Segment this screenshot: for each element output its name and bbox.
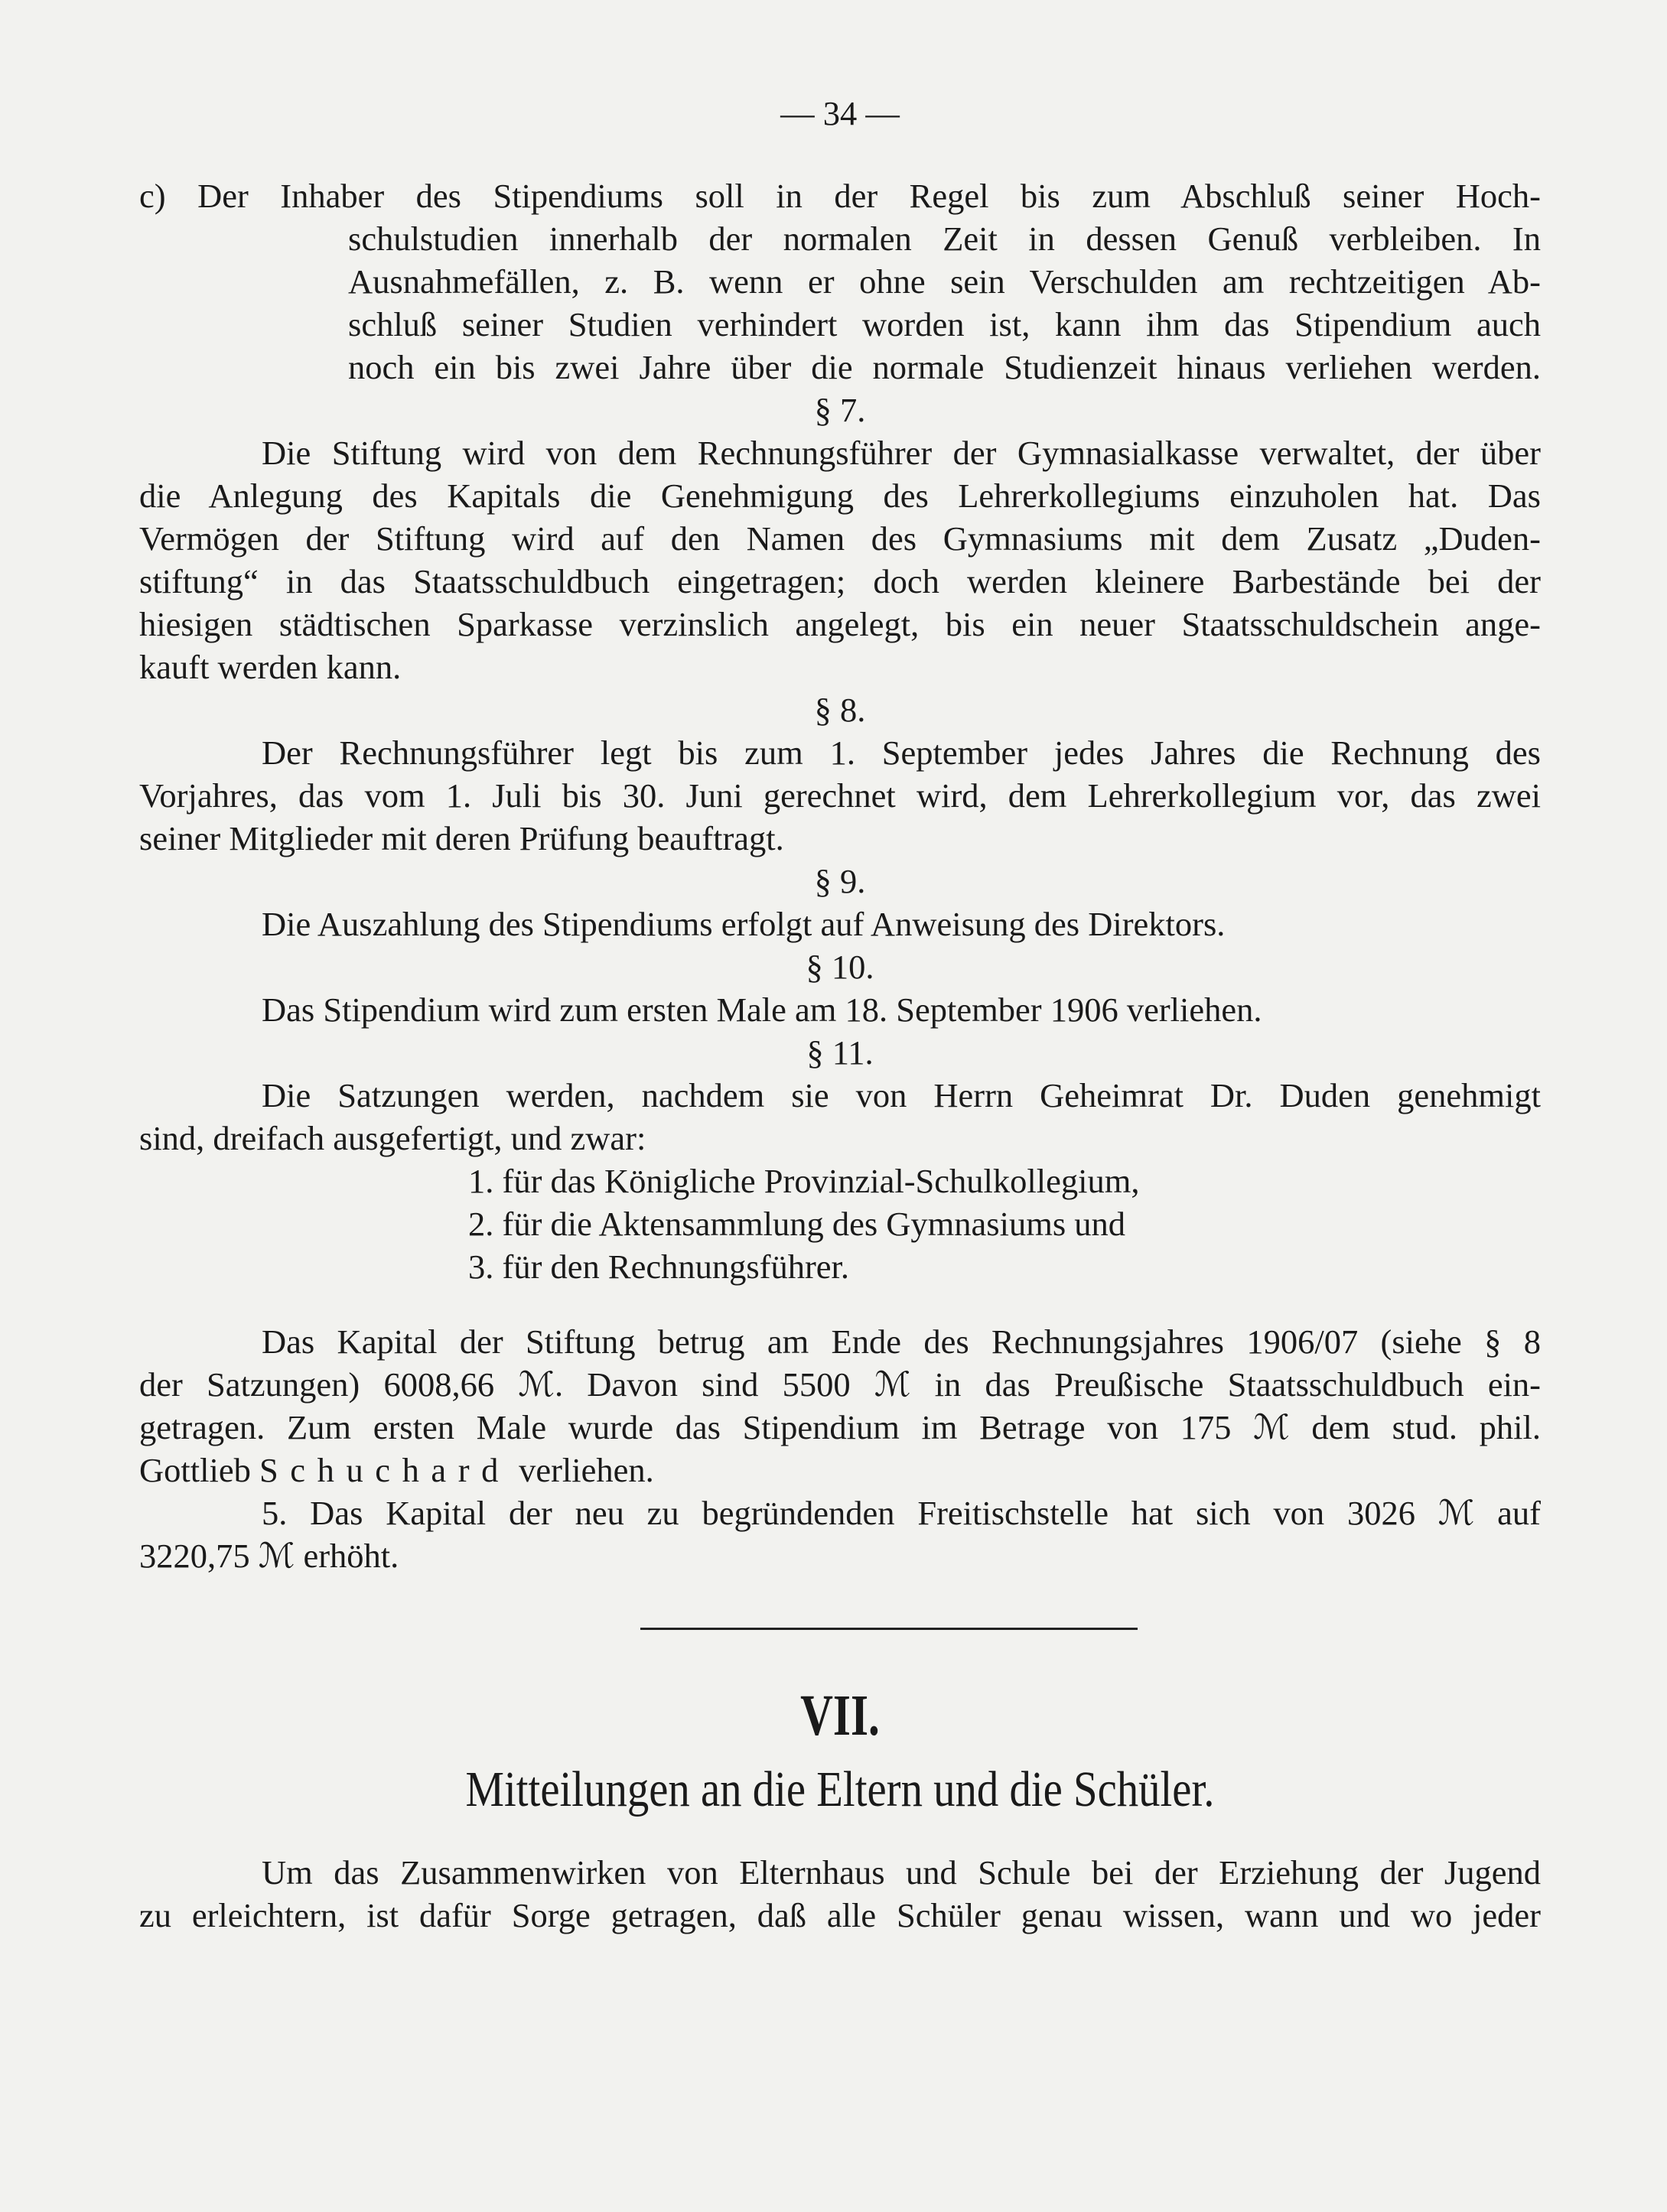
paragraph-8 <box>139 688 1541 860</box>
paragraph-7-line: kauft werden kann. <box>139 648 402 686</box>
list-item: 1. für das Königliche Provinzial-Schulkollegium, <box>468 1162 1140 1200</box>
paragraph-7-line: Vermögen der Stiftung wird auf den Namen des Gymnasiums mit dem Zusatz „Duden- <box>139 519 1541 558</box>
section-c-label: c) <box>139 177 166 215</box>
section-title: Mitteilungen an die Eltern und die Schüler. <box>465 1761 1215 1817</box>
section-numeral: VII. <box>800 1683 880 1748</box>
section-c-line-1: c) Der Inhaber des Stipendiums soll in der Regel bis zum Abschluß seiner Hoch- <box>139 177 1542 215</box>
paragraph-11 <box>139 1031 1541 1288</box>
paragraph-9-text: Die Auszahlung des Stipendiums erfolgt auf Anweisung des Direktors. <box>262 905 1226 943</box>
capital-paragraph <box>139 1320 1541 1491</box>
intro-paragraph <box>139 1851 1541 1937</box>
paragraph-8-heading: § 8. <box>814 691 866 729</box>
paragraph-10-text: Das Stipendium wird zum ersten Male am 18. September 1906 verliehen. <box>262 991 1262 1029</box>
list-item: 2. für die Aktensammlung des Gymnasiums und <box>468 1205 1126 1243</box>
paragraph-7-line: stiftung“ in das Staatsschuldbuch eingetragen; doch werden kleinere Barbestände bei der <box>139 562 1541 600</box>
capital-line: Gottlieb Schuchard verliehen. <box>139 1451 654 1489</box>
section-c <box>139 174 1541 389</box>
list-item: 3. für den Rechnungsführer. <box>468 1248 850 1286</box>
paragraph-8-line: seiner Mitglieder mit deren Prüfung beauftragt. <box>139 819 784 857</box>
section-c-line-4: schluß seiner Studien verhindert worden ist, kann ihm das Stipendium auch <box>348 305 1541 343</box>
paragraph-7 <box>139 389 1541 688</box>
point-5 <box>139 1491 1541 1577</box>
paragraph-10-heading: § 10. <box>806 948 874 986</box>
section-c-line-5: noch ein bis zwei Jahre über die normale Studienzeit hinaus verliehen werden. <box>348 348 1541 386</box>
paragraph-9-heading: § 9. <box>814 862 866 900</box>
recipient-name: Schuchard <box>259 1451 510 1489</box>
section-divider <box>640 1628 1138 1630</box>
capital-line: der Satzungen) 6008,66 ℳ. Davon sind 5500 ℳ in das Preußische Staatsschuldbuch ein- <box>139 1365 1541 1404</box>
capital-line: Das Kapital der Stiftung betrug am Ende des Rechnungsjahres 1906/07 (siehe § 8 <box>262 1322 1541 1361</box>
paragraph-10 <box>139 945 1541 1031</box>
paragraph-7-line: hiesigen städtischen Sparkasse verzinslich angelegt, bis ein neuer Staatsschuldschein ange- <box>139 605 1541 643</box>
intro-line: zu erleichtern, ist dafür Sorge getragen, daß alle Schüler genau wissen, wann und wo jeder <box>139 1896 1541 1934</box>
page-number: — 34 — <box>780 94 900 132</box>
paragraph-11-line: sind, dreifach ausgefertigt, und zwar: <box>139 1119 646 1157</box>
point-5-line: 3220,75 ℳ erhöht. <box>139 1537 399 1575</box>
capital-line: getragen. Zum ersten Male wurde das Stipendium im Betrage von 175 ℳ dem stud. phil. <box>139 1408 1541 1446</box>
intro-line: Um das Zusammenwirken von Elternhaus und Schule bei der Erziehung der Jugend <box>262 1853 1541 1892</box>
paragraph-8-line: Der Rechnungsführer legt bis zum 1. September jedes Jahres die Rechnung des <box>262 734 1541 772</box>
paragraph-7-heading: § 7. <box>814 391 866 429</box>
paragraph-11-heading: § 11. <box>806 1033 874 1072</box>
paragraph-8-line: Vorjahres, das vom 1. Juli bis 30. Juni gerechnet wird, dem Lehrerkollegium vor, das zwei <box>139 776 1541 815</box>
paragraph-7-line: die Anlegung des Kapitals die Genehmigung des Lehrerkollegiums einzuholen hat. Das <box>139 477 1541 515</box>
paragraph-7-line: Die Stiftung wird von dem Rechnungsführer der Gymnasialkasse verwaltet, der über <box>262 434 1541 472</box>
section-c-line-2: schulstudien innerhalb der normalen Zeit in dessen Genuß verbleiben. In <box>348 220 1541 258</box>
point-5-line: 5. Das Kapital der neu zu begründenden Freitischstelle hat sich von 3026 ℳ auf <box>262 1494 1541 1532</box>
paragraph-11-line: Die Satzungen werden, nachdem sie von Herrn Geheimrat Dr. Duden genehmigt <box>262 1076 1541 1114</box>
paragraph-9 <box>139 860 1541 945</box>
section-c-line-3: Ausnahmefällen, z. B. wenn er ohne sein Verschulden am rechtzeitigen Ab- <box>348 262 1541 301</box>
